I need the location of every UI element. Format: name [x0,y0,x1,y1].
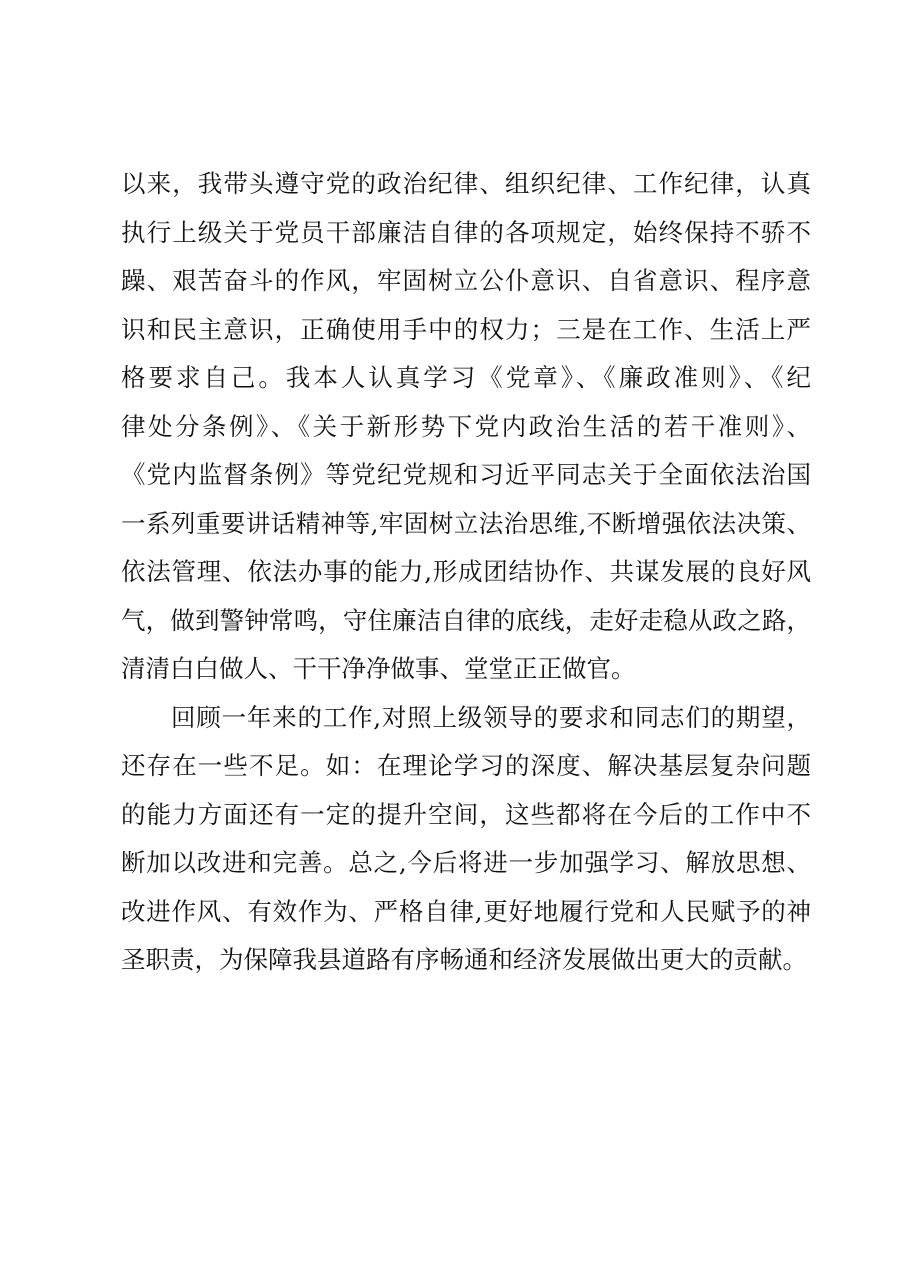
text-line: 清清白白做人、干干净净做事、堂堂正正做官。 [121,654,636,683]
text-line: 躁、艰苦奋斗的作风，牢固树立公仆意识、自省意识、程序意 [121,266,811,295]
text-line: 格要求自己。我本人认真学习《党章》、《廉政准则》、《纪 [121,363,811,392]
document-body [121,160,811,985]
text-line: 依法管理、依法办事的能力,形成团结协作、共谋发展的良好风 [121,557,811,586]
text-line: 以来，我带头遵守党的政治纪律、组织纪律、工作纪律，认真 [121,169,811,198]
text-line: 断加以改进和完善。总之,今后将进一步加强学习、解放思想、 [121,848,811,877]
text-line: 还存在一些不足。如：在理论学习的深度、解决基层复杂问题 [121,751,811,780]
text-line: 执行上级关于党员干部廉洁自律的各项规定，始终保持不骄不 [121,217,811,247]
text-line: 改进作风、有效作为、严格自律,更好地履行党和人民赋予的神 [121,896,811,926]
text-line: 一系列重要讲话精神等,牢固树立法治思维,不断增强依法决策、 [121,508,811,538]
text-line: 圣职责，为保障我县道路有序畅通和经济发展做出更大的贡献。 [121,945,807,974]
text-line: 的能力方面还有一定的提升空间，这些都将在今后的工作中不 [121,799,811,829]
text-line: 识和民主意识，正确使用手中的权力；三是在工作、生活上严 [121,314,811,344]
text-line: 气，做到警钟常鸣，守住廉洁自律的底线，走好走稳从政之路， [121,605,811,635]
text-line: 《党内监督条例》等党纪党规和习近平同志关于全面依法治国 [121,460,811,489]
paragraph-2 [121,694,811,985]
paragraph-1 [121,160,811,694]
text-line: 律处分条例》、《关于新形势下党内政治生活的若干准则》、 [121,411,811,441]
text-line: 回顾一年来的工作,对照上级领导的要求和同志们的期望， [171,702,811,732]
